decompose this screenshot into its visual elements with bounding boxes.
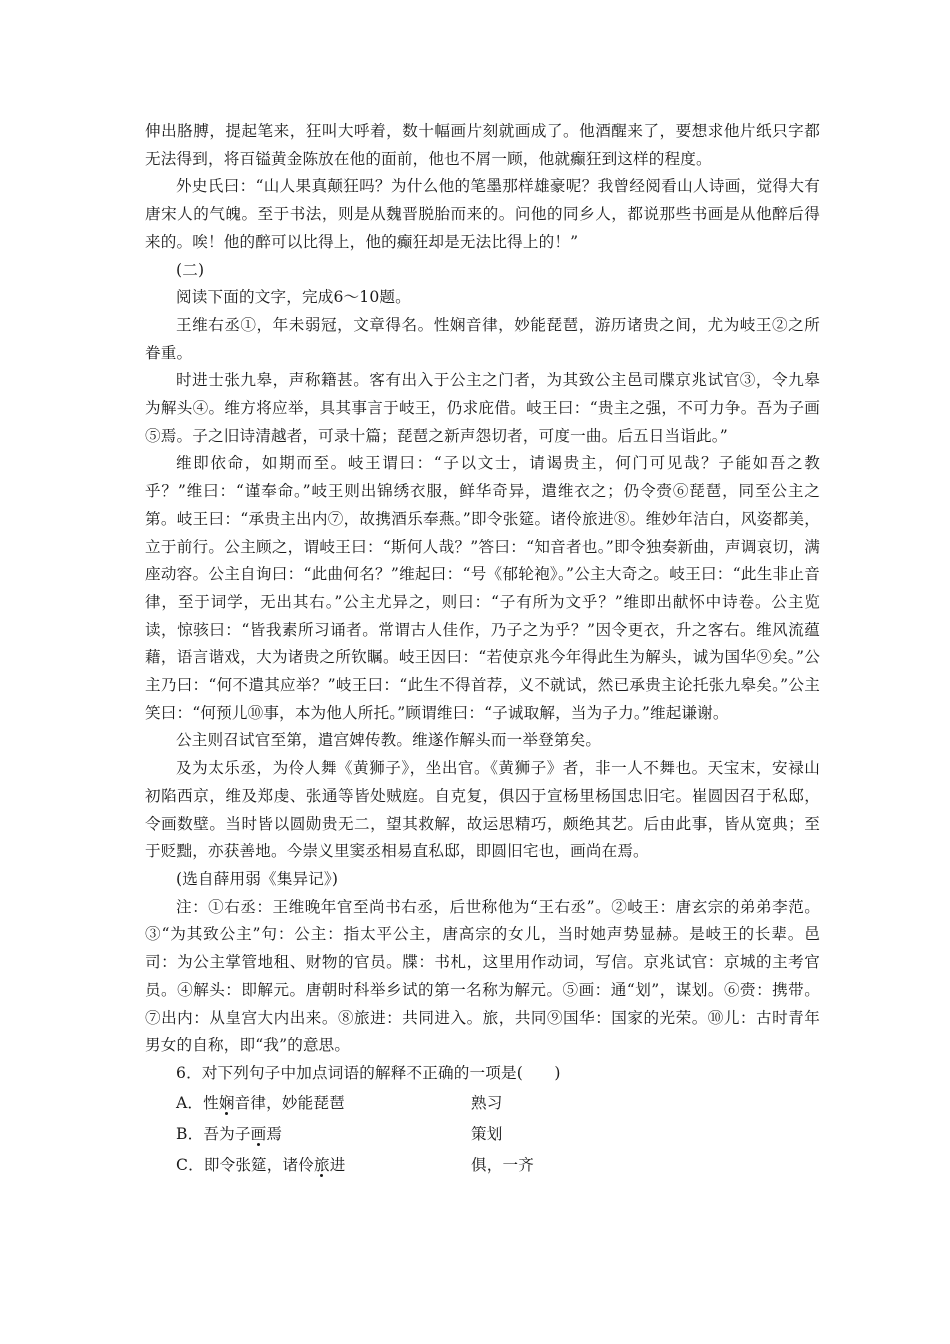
option-text: 音律，妙能琵琶 bbox=[234, 1093, 345, 1112]
option-c bbox=[145, 1150, 820, 1181]
option-label: A． bbox=[176, 1093, 204, 1112]
page-content bbox=[145, 118, 820, 1181]
passage-paragraph: 及为太乐丞，为伶人舞《黄狮子》，坐出官。《黄狮子》者，非一人不舞也。天宝末，安禄山初陷西京，维及郑虔、张通等皆处贼庭。自克复，俱囚于宣杨里杨国忠旧宅。崔圆因召于私邸，令画数壁。当时皆以圆勋贵无二，望其救解，故运思精巧，颇绝其艺。后由此事，皆从宽典；至于贬黜，亦获善地。今崇义里窦丞相易直私邸，即圆旧宅也，画尚在焉。 bbox=[145, 759, 820, 861]
option-b-answer: 策划 bbox=[471, 1124, 503, 1143]
source-citation: (选自薛用弱《集异记》) bbox=[176, 869, 339, 888]
option-label: C． bbox=[176, 1155, 204, 1174]
passage-paragraph: 王维右丞①，年未弱冠，文章得名。性娴音律，妙能琵琶，游历诸贵之间，尤为岐王②之所眷重。 bbox=[145, 315, 820, 362]
option-c-answer: 俱，一齐 bbox=[471, 1155, 534, 1174]
section-heading: (二) bbox=[176, 260, 205, 279]
option-a bbox=[145, 1088, 820, 1119]
passage-paragraph: 维即依命，如期而至。岐王谓曰：“子以文士，请谒贵主，何门可见哉？子能如吾之教乎？”维曰：“谨奉命。”岐王则出锦绣衣服，鲜华奇异，遣维衣之；仍令赍⑥琵琶，同至公主之第。岐王曰：“承贵主出内⑦，故携酒乐奉燕。”即令张筵。诸伶旅进⑧。维妙年洁白，风姿都美，立于前行。公主顾之，谓岐王曰：“斯何人哉？”答曰：“知音者也。”即令独奏新曲，声调哀切，满座动容。公主自询曰：“此曲何名？”维起曰：“号《郁轮袍》。”公主大奇之。岐王曰：“此生非止音律，至于词学，无出其右。”公主尤异之，则曰：“子有所为文乎？”维即出献怀中诗卷。公主览读，惊骇曰：“皆我素所习诵者。常谓古人佳作，乃子之为乎？”因令更衣，升之客右。维风流蕴藉，语言谐戏，大为诸贵之所钦瞩。岐王因曰：“若使京兆今年得此生为解头，诚为国华⑨矣。”公主乃曰：“何不遣其应举？”岐王曰：“此生不得首荐，义不就试，然已承贵主论托张九皋矣。”公主笑曰：“何预儿⑩事，本为他人所托。”顾谓维曰：“子诚取解，当为子力。”维起谦谢。 bbox=[145, 454, 820, 722]
annotation-notes: 注：①右丞：王维晚年官至尚书右丞，后世称他为“王右丞”。②岐王：唐玄宗的弟弟李范。③“为其致公主”句：公主：指太平公主，唐高宗的女儿，当时她声势显赫。是岐王的长辈。邑司：为公主掌管地租、财物的官员。牒：书札，这里用作动词，写信。京兆试官：京城的主考官员。④解头：即解元。唐朝时科举乡试的第一名称为解元。⑤画：通“划”，谋划。⑥赍：携带。⑦出内：从皇宫大内出来。⑧旅进：共同进入。旅，共同⑨国华：国家的光荣。⑩儿：古时青年男女的自称，即“我”的意思。 bbox=[145, 897, 820, 1055]
passage-paragraph: 时进士张九皋，声称籍甚。客有出入于公主之门者，为其致公主邑司牒京兆试官③，令九皋为解头④。维方将应举，具其事言于岐王，仍求庇借。岐王曰：“贵主之强，不可力争。吾为子画⑤焉。子之旧诗清越者，可录十篇；琵琶之新声怨切者，可度一曲。后五日当诣此。” bbox=[145, 371, 820, 445]
option-text: 进 bbox=[329, 1155, 346, 1174]
option-label: B． bbox=[176, 1124, 204, 1143]
option-a-answer: 熟习 bbox=[471, 1093, 503, 1112]
reading-instruction: 阅读下面的文字，完成6～10题。 bbox=[176, 288, 411, 307]
option-b-sentence bbox=[176, 1119, 282, 1150]
dotted-word: 娴 bbox=[218, 1093, 235, 1112]
passage-paragraph: 公主则召试官至第，遣宫婢传教。维遂作解头而一举登第矣。 bbox=[176, 731, 602, 750]
option-a-sentence bbox=[176, 1088, 345, 1119]
option-text: 性 bbox=[203, 1093, 219, 1112]
option-b bbox=[145, 1119, 820, 1150]
option-text: 焉 bbox=[266, 1124, 283, 1143]
dotted-word: 画 bbox=[250, 1124, 267, 1143]
option-c-sentence bbox=[176, 1150, 346, 1181]
passage-one-ending: 伸出胳膊，提起笔来，狂叫大呼着，数十幅画片刻就画成了。他酒醒来了，要想求他片纸只字都无法得到，将百镒黄金陈放在他的面前，他也不屑一顾，他就癫狂到这样的程度。 bbox=[145, 122, 820, 168]
option-text: 吾为子 bbox=[203, 1124, 251, 1143]
question-6-stem: 6．对下列句子中加点词语的解释不正确的一项是( ) bbox=[176, 1063, 561, 1082]
dotted-word: 旅 bbox=[314, 1155, 330, 1174]
historian-comment: 外史氏曰：“山人果真颠狂吗？为什么他的笔墨那样雄豪呢？我曾经阅看山人诗画，觉得大有唐宋人的气魄。至于书法，则是从魏晋脱胎而来的。问他的同乡人，都说那些书画是从他醉后得来的。唉！他的醉可以比得上，他的癫狂却是无法比得上的！” bbox=[145, 177, 820, 251]
option-text: 即令张筵，诸伶 bbox=[203, 1155, 315, 1174]
